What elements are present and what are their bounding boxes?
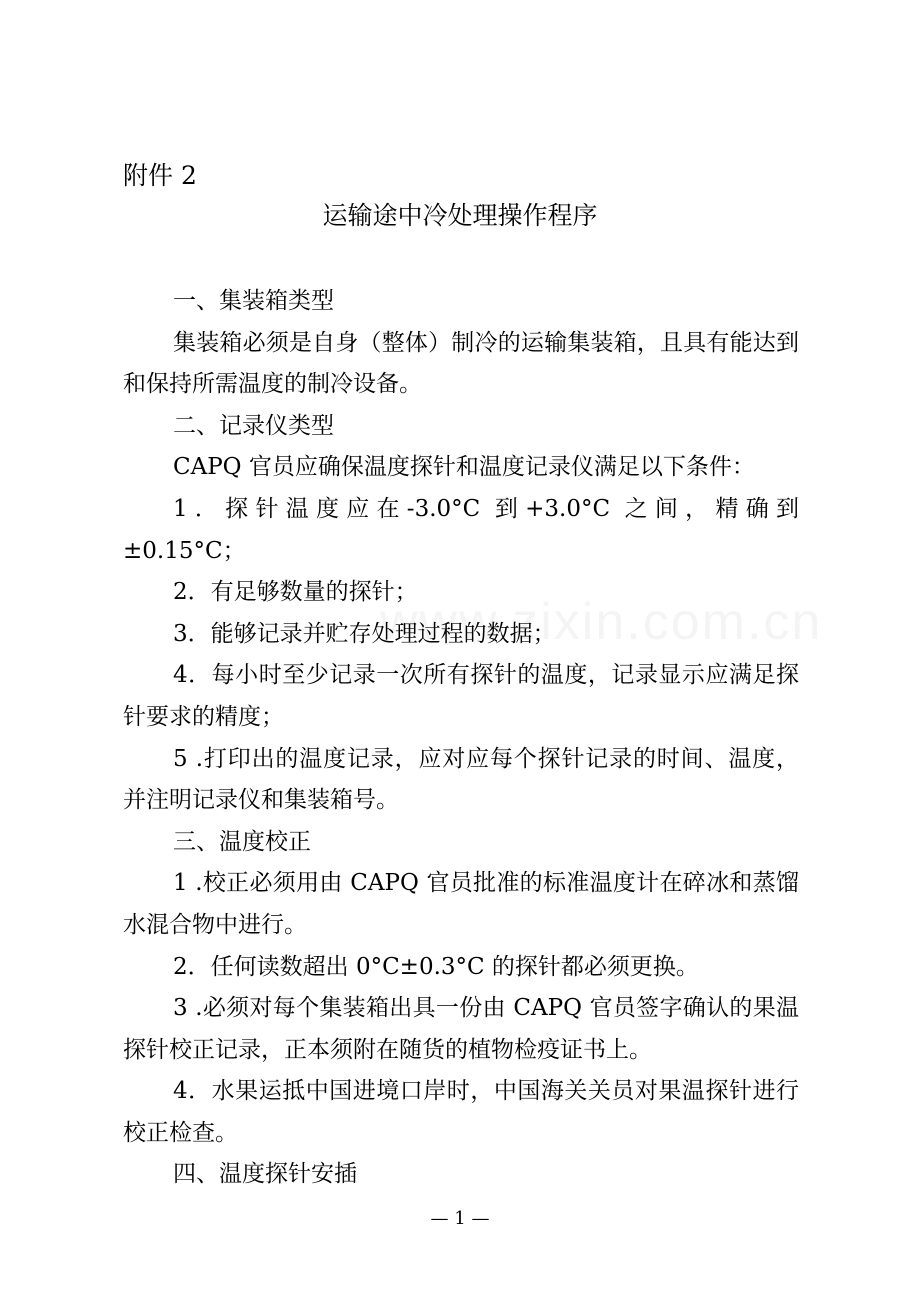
list-item-calibration-record: 3 .必须对每个集装箱出具一份由 CAPQ 官员签字确认的果温探针校正记录，正本须附在随货的植物检疫证书上。 xyxy=(123,995,799,1063)
paragraph-recorder-intro: CAPQ 官员应确保温度探针和温度记录仪满足以下条件： xyxy=(173,454,755,481)
section-heading-probe-placement: 四、温度探针安插 xyxy=(173,1161,357,1188)
list-item-hourly-record: 4．每小时至少记录一次所有探针的温度，记录显示应满足探针要求的精度； xyxy=(123,662,799,730)
document-title: 运输途中冷处理操作程序 xyxy=(322,201,598,230)
section-heading-container-types: 一、集装箱类型 xyxy=(173,288,334,314)
list-item-data-storage: 3．能够记录并贮存处理过程的数据； xyxy=(173,620,556,647)
section-heading-recorder-types: 二、记录仪类型 xyxy=(173,412,334,439)
page-number: — 1 — xyxy=(430,1208,490,1229)
list-item-probe-replacement: 2．任何读数超出 0°C±0.3°C 的探针都必须更换。 xyxy=(173,953,699,980)
list-item-port-inspection: 4．水果运抵中国进境口岸时，中国海关关员对果温探针进行校正检查。 xyxy=(123,1078,799,1146)
list-item-probe-count: 2．有足够数量的探针； xyxy=(173,579,418,606)
paragraph-container-requirement: 集装箱必须是自身（整体）制冷的运输集装箱，且具有能达到和保持所需温度的制冷设备。 xyxy=(123,329,799,398)
section-heading-calibration: 三、温度校正 xyxy=(173,828,311,855)
list-item-probe-range: 1．探针温度应在-3.0°C 到+3.0°C 之间，精确到±0.15°C； xyxy=(123,495,799,564)
document-body xyxy=(123,281,799,1196)
attachment-label: 附件 2 xyxy=(123,161,197,190)
list-item-calibration-method: 1 .校正必须用由 CAPQ 官员批准的标准温度计在碎冰和蒸馏水混合物中进行。 xyxy=(123,870,799,938)
list-item-printout: 5 .打印出的温度记录，应对应每个探针记录的时间、温度，并注明记录仪和集装箱号。 xyxy=(123,745,799,814)
